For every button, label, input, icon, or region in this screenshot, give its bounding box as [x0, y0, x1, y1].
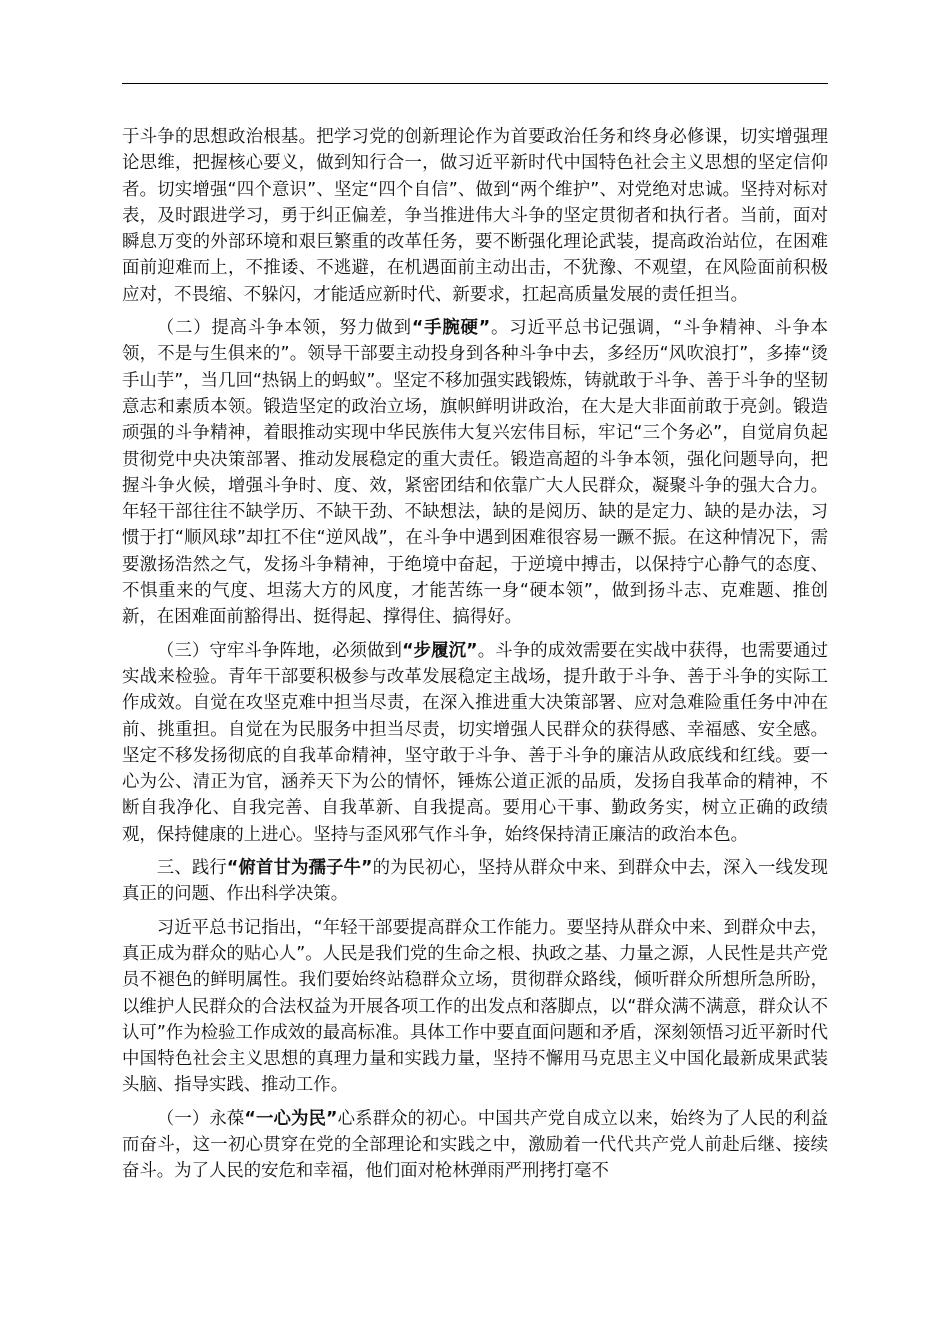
- paragraph-text: 的为民初心，坚持从群众中来、到群众中去，深入一线发现真正的问题、作出科学决策。: [122, 858, 828, 905]
- paragraph-text: 三、践行: [156, 858, 227, 879]
- header-rule: [122, 83, 828, 84]
- paragraph-text: 于斗争的思想政治根基。把学习党的创新理论作为首要政治任务和终身必修课，切实增强理论思维，把握核心要义，做到知行合一，做习近平新时代中国特色社会主义思想的坚定信仰者。切实增强“四个意识”、坚定“四个自信”、做到“两个维护”、对党绝对忠诚。坚持对标对表，及时跟进学习，勇于纠正偏差，争当推进伟大斗争的坚定贯彻者和执行者。当前，面对瞬息万变的外部环境和艰巨繁重的改革任务，要不断强化理论武装，提高政治站位，在困难面前迎难而上，不推诿、不逃避，在机遇面前主动出击，不犹豫、不观望，在风险面前积极应对，不畏缩、不躲闪，才能适应新时代、新要求，扛起高质量发展的责任担当。: [122, 127, 828, 305]
- paragraph-text: （三）守牢斗争阵地，必须做到: [156, 640, 403, 661]
- paragraph: [122, 638, 828, 848]
- emphasis-text: “手腕硬”: [411, 318, 491, 339]
- paragraph: [122, 915, 828, 1099]
- paragraph-text: 心系群众的初心。中国共产党自成立以来，始终为了人民的利益而奋斗，这一初心贯穿在党的全部理论和实践之中，激励着一代代共产党人前赴后继、接续奋斗。为了人民的安危和幸福，他们面对枪林弹雨严刑拷打毫不: [122, 1108, 828, 1182]
- paragraph-text: 。斗争的成效需要在实战中获得，也需要通过实战来检验。青年干部要积极参与改革发展稳定主战场，提升敢于斗争、善于斗争的实际工作成效。自觉在攻坚克难中担当尽责，在深入推进重大决策部署、应对急难险重任务中冲在前、挑重担。自觉在为民服务中担当尽责，切实增强人民群众的获得感、幸福感、安全感。坚定不移发扬彻底的自我革命精神，坚守敢于斗争、善于斗争的廉洁从政底线和红线。要一心为公、清正为官，涵养天下为公的情怀，锤炼公道正派的品质，发扬自我革命的精神，不断自我净化、自我完善、自我革新、自我提高。要用心干事、勤政务实，树立正确的政绩观，保持健康的上进心。坚持与歪风邪气作斗争，始终保持清正廉洁的政治本色。: [122, 640, 828, 845]
- paragraph: [122, 855, 828, 908]
- paragraph-text: （一）永葆: [156, 1108, 245, 1129]
- paragraph-text: 习近平总书记指出，“年轻干部要提高群众工作能力。要坚持从群众中来、到群众中去，真正成为群众的贴心人”。人民是我们党的生命之根、执政之基、力量之源，人民性是共产党员不褪色的鲜明属性。我们要始终站稳群众立场，贯彻群众路线，倾听群众所想所急所盼，以维护人民群众的合法权益为开展各项工作的出发点和落脚点，以“群众满不满意，群众认不认可”作为检验工作成效的最高标准。具体工作中要直面问题和矛盾，深刻领悟习近平新时代中国特色社会主义思想的真理力量和实践力量，坚持不懈用马克思主义中国化最新成果武装头脑、指导实践、推动工作。: [122, 917, 828, 1096]
- emphasis-text: “俯首甘为孺子牛”: [226, 858, 373, 879]
- paragraph-text: 。习近平总书记强调，“斗争精神、斗争本领，不是与生俱来的”。领导干部要主动投身到各种斗争中去，多经历“风吹浪打”，多捧“烫手山芋”，当几回“热锅上的蚂蚁”。坚定不移加强实践锻炼，铸就敢于斗争、善于斗争的坚韧意志和素质本领。锻造坚定的政治立场，旗帜鲜明讲政治，在大是大非面前敢于亮剑。锻造顽强的斗争精神，着眼推动实现中华民族伟大复兴宏伟目标，牢记“三个务必”，自觉肩负起贯彻党中央决策部署、推动发展稳定的重大责任。锻造高超的斗争本领，强化问题导向，把握斗争火候，增强斗争时、度、效，紧密团结和依靠广大人民群众，凝聚斗争的强大合力。年轻干部往往不缺学历、不缺干劲、不缺想法，缺的是阅历、缺的是定力、缺的是办法，习惯于打“顺风球”却扛不住“逆风战”，在斗争中遇到困难很容易一蹶不振。在这种情况下，需要激扬浩然之气，发扬斗争精神，于绝境中奋起，于逆境中搏击，以保持宁心静气的态度、不惧重来的气度、坦荡大方的风度，才能苦练一身“硬本领”，做到扬斗志、克难题、推创新，在困难面前豁得出、挺得起、撑得住、搞得好。: [122, 318, 828, 628]
- emphasis-text: “步履沉”: [402, 640, 478, 661]
- paragraph-text: （二）提高斗争本领，努力做到: [156, 318, 412, 339]
- paragraph: [122, 1106, 828, 1185]
- paragraph: [122, 315, 828, 631]
- document-body: [122, 124, 828, 1192]
- paragraph: [122, 124, 828, 308]
- emphasis-text: “一心为民”: [244, 1108, 338, 1129]
